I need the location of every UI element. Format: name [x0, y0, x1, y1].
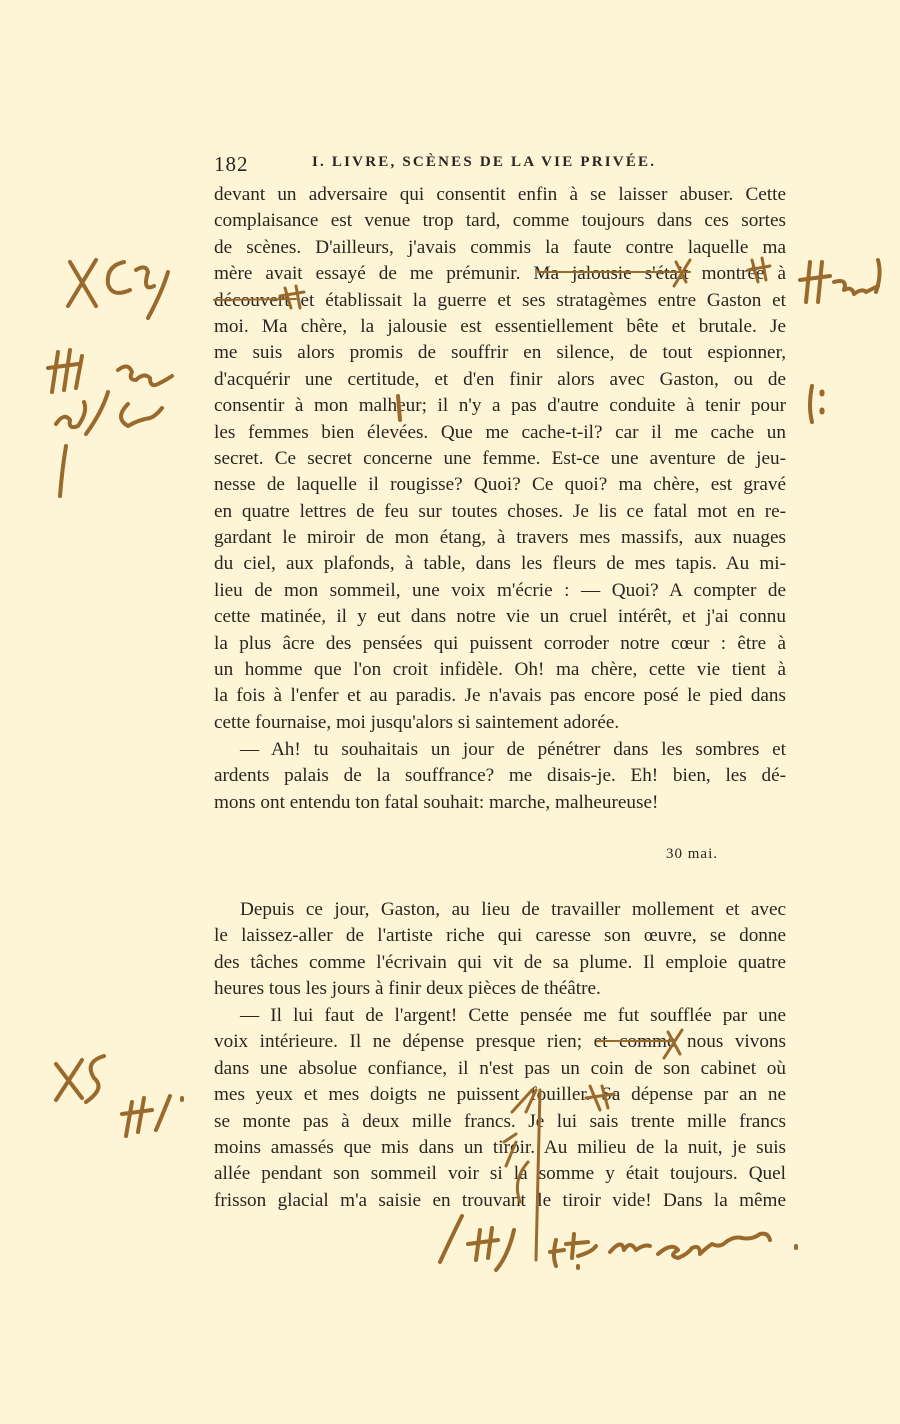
text-line: consentir à mon malheur; il n'y a pas d'autre conduite à tenir pour — [214, 395, 786, 417]
text-line: un homme que l'on croit infidèle. Oh! ma chère, cette vie tient à — [214, 659, 786, 681]
margin-note-right-1 — [800, 260, 880, 302]
text-line: devant un adversaire qui consentit enfin à se laisser abuser. Cette — [214, 184, 786, 205]
page-number: 182 — [214, 152, 249, 176]
text-line: d'acquérir une certitude, et d'en finir alors avec Gaston, ou de — [214, 368, 786, 390]
text-line: des tâches comme l'écrivain qui vit de sa plume. Il emploie quatre — [214, 951, 786, 973]
text-line: gardant le miroir de mon étang, à travers mes massifs, aux nuages — [214, 527, 786, 549]
text-line: me suis alors promis de souffrir en silence, de tout espionner, — [214, 342, 786, 364]
text-line: découvert et établissait la guerre et ses stratagèmes entre Gaston et — [214, 289, 786, 311]
text-line: mère avait essayé de me prémunir. Ma jalousie s'était montrée à — [214, 263, 786, 285]
margin-note-right-2 — [810, 386, 822, 422]
text-line: complaisance est venue trop tard, comme toujours dans ces sortes — [214, 210, 786, 232]
paragraph-4 — [214, 1003, 786, 1214]
text-line: nesse de laquelle il rougisse? Quoi? Ce quoi? ma chère, est gravé — [214, 474, 786, 496]
text-line: mons ont entendu ton fatal souhait: marche, malheureuse! — [214, 791, 659, 813]
text-line: en quatre lettres de feu sur toutes choses. Je lis ce fatal mot en re- — [214, 500, 786, 522]
text-line: cette fournaise, moi jusqu'alors si saintement adorée. — [214, 711, 620, 733]
margin-note-left-1 — [68, 260, 168, 318]
text-line: la fois à l'enfer et au paradis. Je n'avais pas encore posé le pied dans — [214, 685, 786, 707]
running-head — [214, 152, 786, 176]
text-line: le laissez-aller de l'artiste riche qui caresse son œuvre, se donne — [214, 925, 786, 947]
margin-note-bottom — [440, 1216, 796, 1270]
paragraph-1 — [214, 182, 786, 736]
text-line: les femmes bien élevées. Que me cache-t-il? car il me cache un — [214, 421, 786, 443]
text-line: lieu de mon sommeil, une voix m'écrie : — Quoi? A compter de — [214, 579, 786, 601]
text-line: se monte pas à deux mille francs. Je lui sais trente mille francs — [214, 1110, 786, 1132]
paragraph-3 — [214, 897, 786, 1003]
text-line: secret. Ce secret concerne une femme. Est-ce une aventure de jeu- — [214, 447, 786, 469]
text-line: Depuis ce jour, Gaston, au lieu de travailler mollement et avec — [240, 899, 786, 920]
letter-date: 30 mai. — [666, 846, 718, 862]
text-line: dans une absolue confiance, il n'est pas un coin de son cabinet où — [214, 1057, 786, 1079]
running-title: I. LIVRE, SCÈNES DE LA VIE PRIVÉE. — [312, 154, 657, 170]
text-line: allée pendant son sommeil voir si la somme y était toujours. Quel — [214, 1163, 786, 1185]
text-line: moins amassés que mis dans un tiroir. Au milieu de la nuit, je suis — [214, 1136, 786, 1158]
text-line: mes yeux et mes doigts ne puissent fouiller. Sa dépense par an ne — [214, 1084, 786, 1106]
text-line: voix intérieure. Il ne dépense presque rien; et comme nous vivons — [214, 1031, 786, 1053]
text-line: — Ah! tu souhaitais un jour de pénétrer dans les sombres et — [240, 739, 786, 760]
text-line: heures tous les jours à finir deux pièces de théâtre. — [214, 978, 601, 1000]
paragraph-2 — [214, 737, 786, 816]
text-line: moi. Ma chère, la jalousie est essentiellement bête et brutale. Je — [214, 315, 786, 337]
text-line: frisson glacial m'a saisie en trouvant le tiroir vide! Dans la même — [214, 1189, 786, 1211]
text-line: — Il lui faut de l'argent! Cette pensée me fut soufflée par une — [240, 1005, 786, 1026]
margin-note-left-3 — [56, 1056, 182, 1136]
text-line: la plus âcre des pensées qui puissent corroder notre cœur : être à — [214, 632, 786, 654]
text-line: ardents palais de la souffrance? me disais-je. Eh! bien, les dé- — [214, 765, 786, 787]
text-line: de scènes. D'ailleurs, j'avais commis la faute contre laquelle ma — [214, 236, 786, 258]
text-line: cette matinée, il y eut dans notre vie un cruel intérêt, et j'ai connu — [214, 606, 786, 628]
margin-note-left-2 — [48, 350, 172, 496]
text-line: du ciel, aux plafonds, à table, dans les fleurs de mes tapis. Au mi- — [214, 553, 786, 575]
